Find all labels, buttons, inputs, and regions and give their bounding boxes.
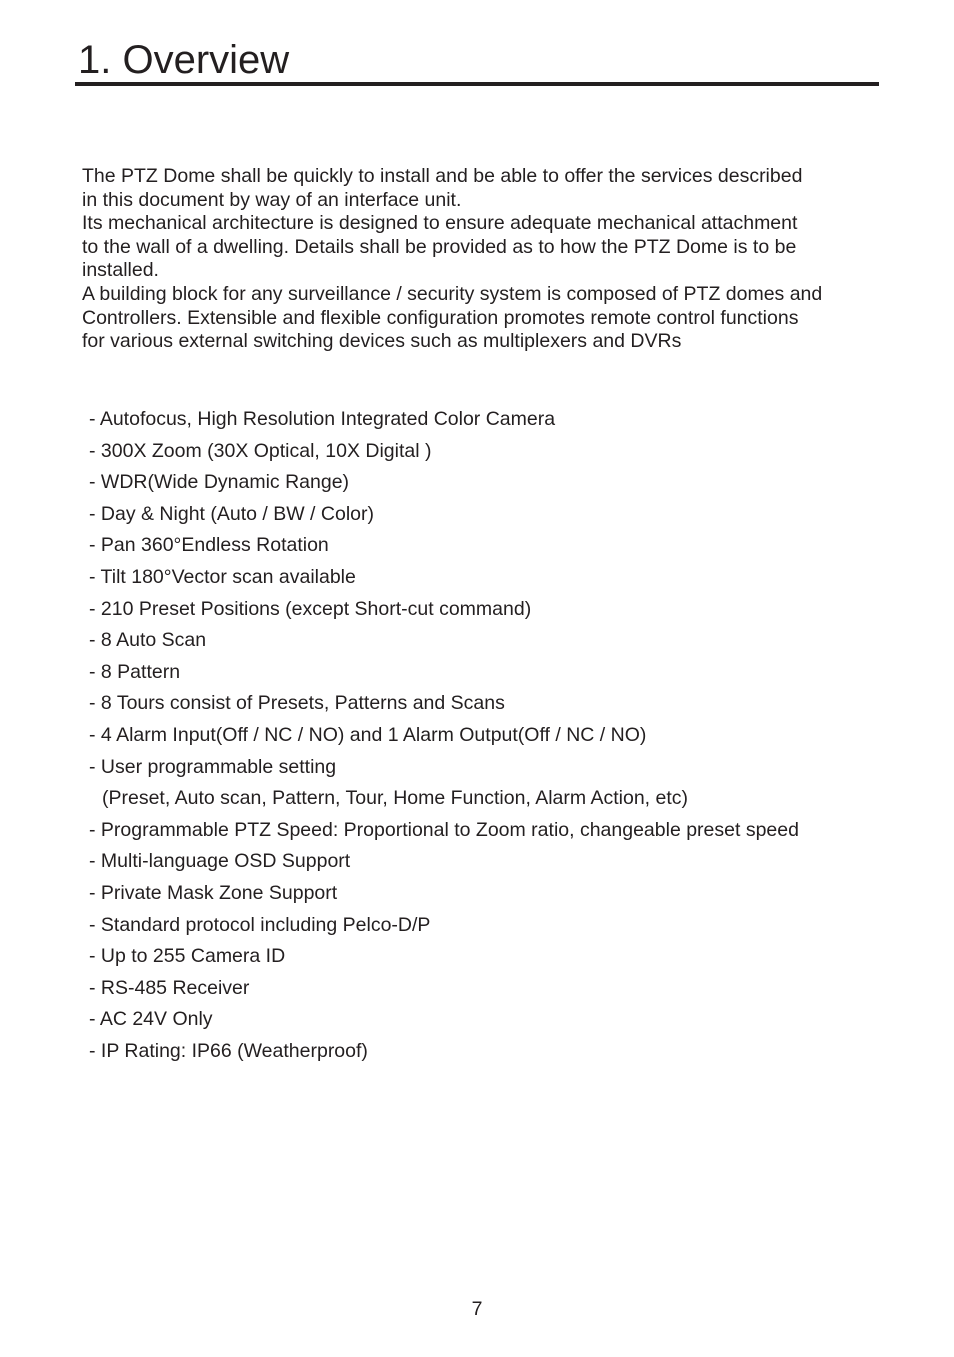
feature-item: - WDR(Wide Dynamic Range): [89, 471, 350, 494]
feature-item: - 300X Zoom (30X Optical, 10X Digital ): [89, 439, 432, 462]
feature-item: - 8 Tours consist of Presets, Patterns and Scans: [89, 692, 505, 715]
feature-item: - Standard protocol including Pelco-D/P: [89, 913, 431, 936]
intro-line: installed.: [82, 259, 159, 282]
feature-item: - 8 Auto Scan: [89, 629, 207, 652]
feature-item: - Tilt 180°Vector scan available: [89, 565, 356, 588]
intro-line: in this document by way of an interface unit.: [82, 188, 462, 211]
feature-item: - 8 Pattern: [89, 660, 181, 683]
intro-paragraph: [82, 165, 892, 354]
feature-item: - IP Rating: IP66 (Weatherproof): [89, 1039, 368, 1062]
title-divider: [75, 82, 879, 86]
intro-line: Controllers. Extensible and flexible configuration promotes remote control functions: [82, 306, 799, 329]
intro-line: to the wall of a dwelling. Details shall be provided as to how the PTZ Dome is to be: [82, 235, 797, 258]
intro-line: for various external switching devices such as multiplexers and DVRs: [82, 330, 682, 353]
intro-line: The PTZ Dome shall be quickly to install and be able to offer the services described: [82, 165, 803, 187]
feature-item: - Programmable PTZ Speed: Proportional to Zoom ratio, changeable preset speed: [89, 818, 799, 841]
page-number: 7: [471, 1298, 483, 1320]
feature-item: - 210 Preset Positions (except Short-cut command): [89, 597, 532, 620]
intro-line: A building block for any surveillance / security system is composed of PTZ domes and: [82, 282, 823, 305]
feature-item: - RS-485 Receiver: [89, 976, 250, 999]
feature-item: - Multi-language OSD Support: [89, 850, 351, 873]
page-title: 1. Overview: [78, 38, 290, 82]
feature-item: - Pan 360°Endless Rotation: [89, 534, 329, 557]
feature-item: - Up to 255 Camera ID: [89, 945, 286, 968]
feature-item: - Autofocus, High Resolution Integrated Color Camera: [89, 408, 556, 430]
feature-item: - AC 24V Only: [89, 1008, 213, 1031]
feature-item: - User programmable setting: [89, 755, 337, 778]
feature-item: - 4 Alarm Input(Off / NC / NO) and 1 Alarm Output(Off / NC / NO): [89, 723, 647, 746]
feature-item: - Day & Night (Auto / BW / Color): [89, 502, 374, 525]
intro-line: Its mechanical architecture is designed to ensure adequate mechanical attachment: [82, 212, 798, 235]
feature-item-detail: (Preset, Auto scan, Pattern, Tour, Home Function, Alarm Action, etc): [102, 787, 688, 810]
feature-list: [89, 404, 889, 1067]
feature-item: - Private Mask Zone Support: [89, 881, 338, 904]
